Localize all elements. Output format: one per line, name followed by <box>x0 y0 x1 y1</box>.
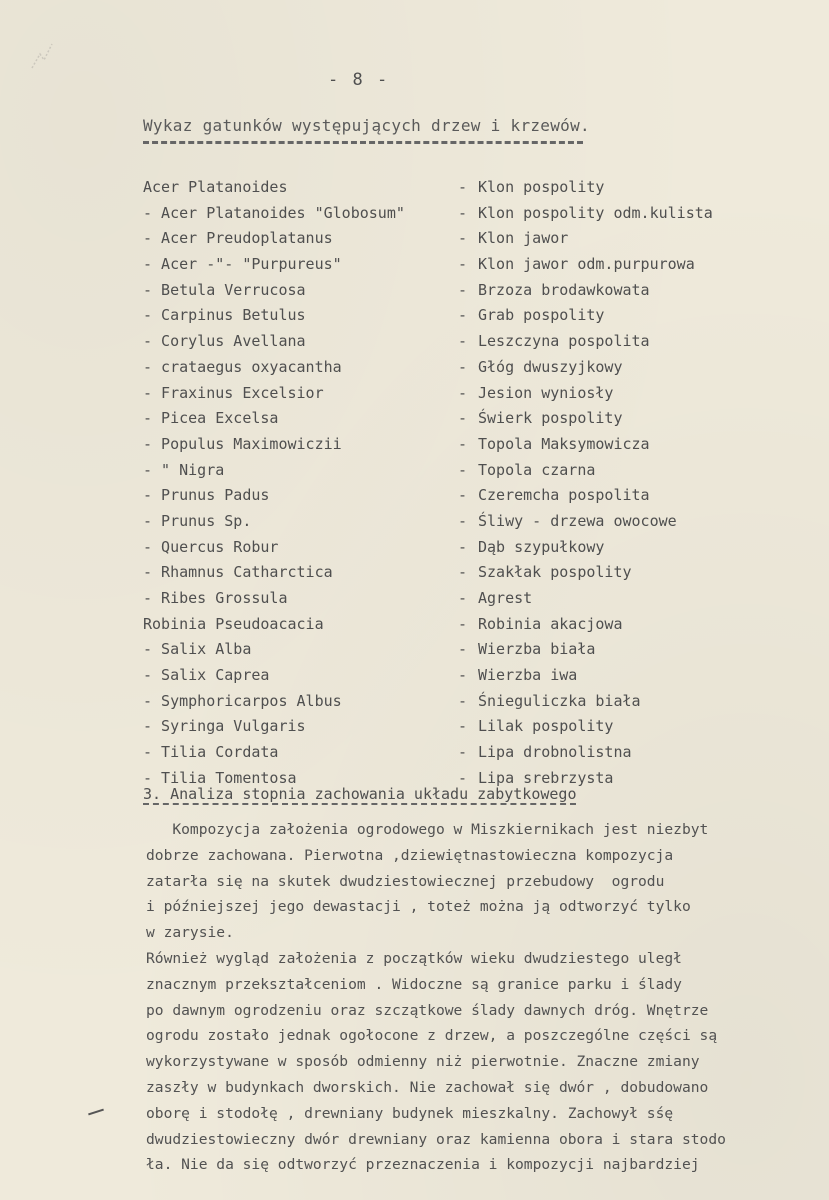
latin-name: - Prunus Padus <box>143 486 270 505</box>
species-row <box>143 278 793 304</box>
latin-name: - Fraxinus Excelsior <box>143 383 324 402</box>
text-line: Kompozycja założenia ogrodowego w Miszkiernikach jest niezbyt <box>146 821 709 838</box>
latin-name: - Salix Alba <box>143 640 252 659</box>
separator-dash: - <box>458 486 468 505</box>
species-row <box>143 175 793 201</box>
species-row <box>143 432 793 458</box>
species-list <box>143 175 793 792</box>
text-line: po dawnym ogrodzeniu oraz szczątkowe ślady dawnych dróg. Wnętrze <box>146 1001 709 1019</box>
text-line: wykorzystywane w sposób odmienny niż pierwotnie. Znaczne zmiany <box>146 1053 700 1071</box>
polish-name: Klon jawor <box>478 229 569 248</box>
separator-dash: - <box>458 640 468 659</box>
latin-name: - crataegus oxyacantha <box>143 357 342 376</box>
title-underline <box>143 141 583 144</box>
polish-name: Jesion wyniosły <box>478 383 614 402</box>
polish-name: Brzoza brodawkowata <box>478 280 650 299</box>
latin-name: - Acer -"- "Purpureus" <box>143 255 342 274</box>
text-line: ła. Nie da się odtworzyć przeznaczenia i kompozycji najbardziej <box>146 1156 700 1174</box>
polish-name: Agrest <box>478 589 533 607</box>
polish-name: Robinia akacjowa <box>478 614 623 633</box>
separator-dash: - <box>458 306 468 325</box>
text-line: zatarła się na skutek dwudziestowiecznej przebudowy ogrodu <box>146 872 665 890</box>
separator-dash: - <box>458 460 468 479</box>
latin-name: Acer Platanoides <box>143 178 288 196</box>
polish-name: Szakłak pospolity <box>478 563 632 582</box>
separator-dash: - <box>458 332 468 351</box>
separator-dash: - <box>458 357 468 376</box>
species-row <box>143 663 793 689</box>
species-row <box>143 226 793 252</box>
separator-dash: - <box>458 511 468 530</box>
section-heading: 3. Analiza stopnia zachowania układu zabytkowego <box>143 785 577 803</box>
margin-mark <box>88 1109 104 1116</box>
separator-dash: - <box>458 768 468 787</box>
latin-name: - Tilia Cordata <box>143 743 279 762</box>
separator-dash: - <box>458 203 468 222</box>
species-row <box>143 714 793 740</box>
polish-name: Grab pospolity <box>478 306 605 325</box>
polish-name: Lipa srebrzysta <box>478 768 614 787</box>
species-row <box>143 689 793 715</box>
latin-name: - Acer Platanoides "Globosum" <box>143 203 405 222</box>
text-line: znacznym przekształceniom . Widoczne są granice parku i ślady <box>146 975 682 993</box>
polish-name: Głóg dwuszyjkowy <box>478 357 623 376</box>
separator-dash: - <box>458 743 468 762</box>
polish-name: Topola czarna <box>478 460 596 479</box>
polish-name: Klon pospolity <box>478 178 605 196</box>
species-row <box>143 560 793 586</box>
latin-name: - Picea Excelsa <box>143 409 279 428</box>
separator-dash: - <box>458 666 468 685</box>
species-row <box>143 303 793 329</box>
species-row <box>143 458 793 484</box>
paragraph-1 <box>146 817 796 946</box>
polish-name: Śnieguliczka biała <box>478 691 641 710</box>
latin-name: - Carpinus Betulus <box>143 306 306 325</box>
polish-name: Lipa drobnolistna <box>478 743 632 762</box>
polish-name: Dąb szypułkowy <box>478 537 605 556</box>
separator-dash: - <box>458 229 468 248</box>
species-row <box>143 252 793 278</box>
polish-name: Czeremcha pospolita <box>478 486 650 505</box>
page-number-text: - 8 - <box>328 70 390 90</box>
latin-name: - Populus Maximowiczii <box>143 434 342 453</box>
species-row <box>143 612 793 638</box>
polish-name: Śliwy - drzewa owocowe <box>478 511 677 530</box>
text-line: ogrodu zostało jednak ogołocone z drzew, a poszczególne części są <box>146 1027 718 1045</box>
separator-dash: - <box>458 717 468 736</box>
latin-name: Robinia Pseudoacacia <box>143 614 324 633</box>
latin-name: - Quercus Robur <box>143 537 279 556</box>
latin-name: - Acer Preudoplatanus <box>143 229 333 248</box>
separator-dash: - <box>458 280 468 299</box>
text-line: dwudziestowieczny dwór drewniany oraz kamienna obora i stara stodo <box>146 1130 726 1148</box>
separator-dash: - <box>458 614 468 633</box>
text-line: w zarysie. <box>146 924 234 942</box>
species-row <box>143 381 793 407</box>
polish-name: Lilak pospolity <box>478 717 614 736</box>
text-line: i późniejszej jego dewastacji , toteż można ją odtworzyć tylko <box>146 898 691 916</box>
species-row <box>143 406 793 432</box>
polish-name: Topola Maksymowicza <box>478 434 650 453</box>
latin-name: - Symphoricarpos Albus <box>143 691 342 710</box>
latin-name: - Betula Verrucosa <box>143 280 306 299</box>
separator-dash: - <box>458 434 468 453</box>
separator-dash: - <box>458 409 468 428</box>
separator-dash: - <box>458 691 468 710</box>
separator-dash: - <box>458 563 468 582</box>
polish-name: Klon pospolity odm.kulista <box>478 203 713 222</box>
separator-dash: - <box>458 589 468 607</box>
corner-smudge <box>30 40 56 70</box>
latin-name: - Salix Caprea <box>143 666 270 685</box>
latin-name: - " Nigra <box>143 460 225 479</box>
latin-name: - Corylus Avellana <box>143 332 306 351</box>
separator-dash: - <box>458 383 468 402</box>
text-line: oborę i stodołę , drewniany budynek mieszkalny. Zachowył sśę <box>146 1104 674 1122</box>
species-row <box>143 355 793 381</box>
text-line: zaszły w budynkach dworskich. Nie zachował się dwór , dobudowano <box>146 1078 709 1096</box>
latin-name: - Rhamnus Catharctica <box>143 563 333 582</box>
species-row <box>143 535 793 561</box>
text-line: Również wygląd założenia z początków wieku dwudziestego uległ <box>146 950 682 967</box>
latin-name: - Ribes Grossula <box>143 589 288 607</box>
species-row <box>143 509 793 535</box>
list-title: Wykaz gatunków występujących drzew i krzewów. <box>143 116 590 135</box>
species-row <box>143 329 793 355</box>
separator-dash: - <box>458 537 468 556</box>
latin-name: - Prunus Sp. <box>143 511 252 530</box>
polish-name: Wierzba biała <box>478 640 596 659</box>
polish-name: Leszczyna pospolita <box>478 332 650 351</box>
separator-dash: - <box>458 178 468 196</box>
separator-dash: - <box>458 255 468 274</box>
polish-name: Wierzba iwa <box>478 666 578 685</box>
species-row <box>143 586 793 612</box>
polish-name: Klon jawor odm.purpurowa <box>478 255 695 274</box>
species-row <box>143 483 793 509</box>
paragraph-2 <box>146 946 796 1178</box>
species-row <box>143 201 793 227</box>
species-row <box>143 637 793 663</box>
polish-name: Świerk pospolity <box>478 409 623 428</box>
species-row <box>143 740 793 766</box>
latin-name: - Tilia Tomentosa <box>143 768 297 787</box>
text-line: dobrze zachowana. Pierwotna ,dziewiętnastowieczna kompozycja <box>146 846 674 864</box>
latin-name: - Syringa Vulgaris <box>143 717 306 736</box>
